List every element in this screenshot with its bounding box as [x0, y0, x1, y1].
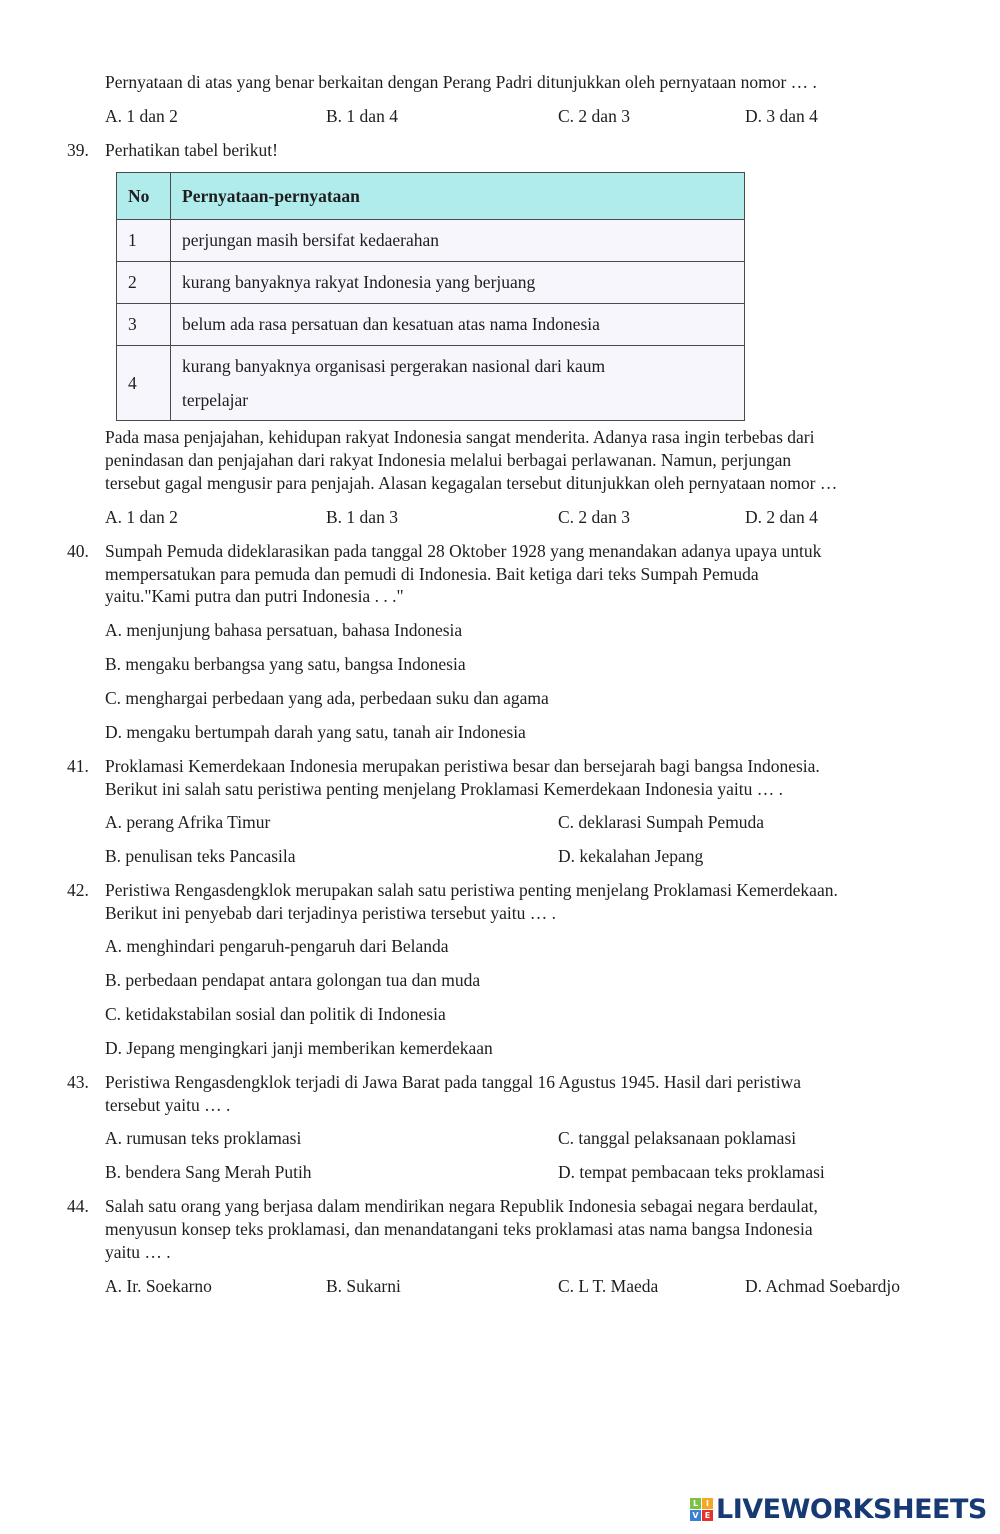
logo-block-l: L: [690, 1498, 701, 1509]
logo-block-i: I: [702, 1498, 713, 1509]
q41-option-c[interactable]: C. deklarasi Sumpah Pemuda: [558, 812, 765, 832]
q43-option-d[interactable]: D. tempat pembacaan teks proklamasi: [558, 1162, 825, 1182]
question-39-text-line: penindasan dan penjajahan dari rakyat Indonesia melalui berbagai perlawanan. Namun, perjungan: [105, 450, 792, 470]
table-header-statements: Pernyataan-pernyataan: [171, 173, 745, 220]
table-cell-text: [171, 346, 745, 421]
question-42-text-line: Peristiwa Rengasdengklok merupakan salah satu peristiwa penting menjelang Proklamasi Kemerdekaan.: [105, 880, 838, 900]
table-row: [117, 304, 745, 346]
question-41-text-line: Berikut ini salah satu peristiwa penting menjelang Proklamasi Kemerdekaan Indonesia yaitu … .: [105, 779, 783, 799]
question-44-number: 44.: [67, 1196, 89, 1216]
question-40-text-line: mempersatukan para pemuda dan pemudi di Indonesia. Bait ketiga dari teks Sumpah Pemuda: [105, 564, 759, 584]
table-row: [117, 346, 745, 421]
table-cell-text: kurang banyaknya rakyat Indonesia yang berjuang: [171, 262, 745, 304]
q41-option-d[interactable]: D. kekalahan Jepang: [558, 846, 704, 866]
table-cell-no: 4: [117, 346, 171, 421]
question-40-text-line: yaitu."Kami putra dan putri Indonesia . . .": [105, 586, 404, 606]
q39-option-d[interactable]: D. 2 dan 4: [745, 507, 818, 527]
q39-option-c[interactable]: C. 2 dan 3: [558, 507, 630, 527]
question-39-intro: Perhatikan tabel berikut!: [105, 140, 278, 160]
logo-wordmark: LIVEWORKSHEETS: [716, 1493, 987, 1525]
q40-option-d[interactable]: D. mengaku bertumpah darah yang satu, tanah air Indonesia: [105, 722, 526, 742]
q42-option-b[interactable]: B. perbedaan pendapat antara golongan tua dan muda: [105, 970, 481, 990]
question-40-number: 40.: [67, 541, 89, 561]
table-row: [117, 220, 745, 262]
q41-option-b[interactable]: B. penulisan teks Pancasila: [105, 846, 296, 866]
q38-option-a[interactable]: A. 1 dan 2: [105, 106, 178, 126]
liveworksheets-logo: [690, 1494, 987, 1524]
table-cell-no: 1: [117, 220, 171, 262]
table-cell-text: belum ada rasa persatuan dan kesatuan atas nama Indonesia: [171, 304, 745, 346]
q44-option-d[interactable]: D. Achmad Soebardjo: [745, 1276, 901, 1296]
q44-option-a[interactable]: A. Ir. Soekarno: [105, 1276, 212, 1296]
q40-option-b[interactable]: B. mengaku berbangsa yang satu, bangsa Indonesia: [105, 654, 466, 674]
q42-option-c[interactable]: C. ketidakstabilan sosial dan politik di Indonesia: [105, 1004, 446, 1024]
table-cell-text-line1: kurang banyaknya organisasi pergerakan nasional dari kaum: [182, 356, 606, 376]
logo-block-v: V: [690, 1510, 701, 1521]
table-cell-no: 2: [117, 262, 171, 304]
q39-option-a[interactable]: A. 1 dan 2: [105, 507, 178, 527]
question-41-number: 41.: [67, 756, 89, 776]
q38-option-b[interactable]: B. 1 dan 4: [326, 106, 398, 126]
table-row: [117, 262, 745, 304]
table-cell-no: 3: [117, 304, 171, 346]
q42-option-a[interactable]: A. menghindari pengaruh-pengaruh dari Belanda: [105, 936, 449, 956]
q41-option-a[interactable]: A. perang Afrika Timur: [105, 812, 271, 832]
live-blocks-icon: [690, 1498, 713, 1521]
q39-option-b[interactable]: B. 1 dan 3: [326, 507, 398, 527]
statements-table: [116, 172, 745, 421]
table-cell-text-line2: terpelajar: [182, 390, 249, 410]
q43-option-b[interactable]: B. bendera Sang Merah Putih: [105, 1162, 312, 1182]
table-header-no: No: [117, 173, 171, 220]
question-44-text-line: menyusun konsep teks proklamasi, dan menandatangani teks proklamasi atas nama bangsa Indonesia: [105, 1219, 813, 1239]
q40-option-c[interactable]: C. menghargai perbedaan yang ada, perbedaan suku dan agama: [105, 688, 549, 708]
question-42-number: 42.: [67, 880, 89, 900]
question-44-text-line: Salah satu orang yang berjasa dalam mendirikan negara Republik Indonesia sebagai negara berdaulat,: [105, 1196, 818, 1216]
q44-option-c[interactable]: C. L T. Maeda: [558, 1276, 659, 1296]
question-39-text-line: Pada masa penjajahan, kehidupan rakyat Indonesia sangat menderita. Adanya rasa ingin terbebas dari: [105, 427, 815, 447]
question-39-number: 39.: [67, 140, 89, 160]
q42-option-d[interactable]: D. Jepang mengingkari janji memberikan kemerdekaan: [105, 1038, 493, 1058]
q38-option-d[interactable]: D. 3 dan 4: [745, 106, 818, 126]
table-header-row: [117, 173, 745, 220]
question-39-text-line: tersebut gagal mengusir para penjajah. Alasan kegagalan tersebut ditunjukkan oleh pernyataan nomor …: [105, 473, 838, 493]
q43-option-c[interactable]: C. tanggal pelaksanaan poklamasi: [558, 1128, 797, 1148]
table-cell-text: perjungan masih bersifat kedaerahan: [171, 220, 745, 262]
question-44-text-line: yaitu … .: [105, 1242, 171, 1262]
q44-option-b[interactable]: B. Sukarni: [326, 1276, 401, 1296]
question-38-text: Pernyataan di atas yang benar berkaitan dengan Perang Padri ditunjukkan oleh pernyataan nomor … .: [105, 72, 817, 92]
question-43-text-line: Peristiwa Rengasdengklok terjadi di Jawa Barat pada tanggal 16 Agustus 1945. Hasil dari peristiwa: [105, 1072, 801, 1092]
q43-option-a[interactable]: A. rumusan teks proklamasi: [105, 1128, 302, 1148]
question-42-text-line: Berikut ini penyebab dari terjadinya peristiwa tersebut yaitu … .: [105, 903, 556, 923]
question-43-number: 43.: [67, 1072, 89, 1092]
logo-block-e: E: [702, 1510, 713, 1521]
q40-option-a[interactable]: A. menjunjung bahasa persatuan, bahasa Indonesia: [105, 620, 463, 640]
question-43-text-line: tersebut yaitu … .: [105, 1095, 231, 1115]
question-40-text-line: Sumpah Pemuda dideklarasikan pada tanggal 28 Oktober 1928 yang menandakan adanya upaya untuk: [105, 541, 822, 561]
question-41-text-line: Proklamasi Kemerdekaan Indonesia merupakan peristiwa besar dan bersejarah bagi bangsa Indonesia.: [105, 756, 820, 776]
q38-option-c[interactable]: C. 2 dan 3: [558, 106, 630, 126]
